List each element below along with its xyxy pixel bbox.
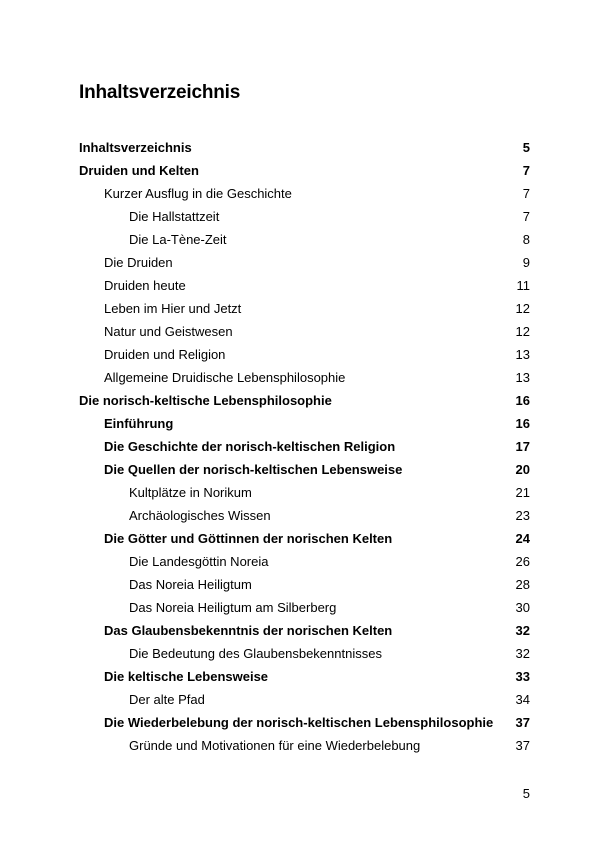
toc-entry[interactable] [79, 228, 530, 251]
toc-entry-page: 11 [516, 278, 530, 293]
toc-entry-page: 21 [515, 485, 530, 500]
toc-entry-label: Die norisch-keltische Lebensphilosophie [79, 393, 332, 408]
toc-entry-label: Das Glaubensbekenntnis der norischen Kelten [104, 623, 393, 638]
toc-entry-page: 13 [515, 370, 530, 385]
toc-entry-label: Die keltische Lebensweise [104, 669, 269, 684]
toc-entry[interactable] [79, 596, 530, 619]
toc-entry[interactable] [79, 297, 530, 320]
toc-entry-page: 8 [522, 232, 530, 247]
toc-entry-label: Druiden und Religion [104, 347, 226, 362]
toc-entry-page: 7 [522, 186, 530, 201]
page-number: 5 [522, 786, 530, 801]
toc-entry-page: 32 [515, 646, 530, 661]
toc-entry-label: Inhaltsverzeichnis [79, 140, 192, 155]
toc-entry-label: Die Wiederbelebung der norisch-keltischen Lebensphilosophie [104, 715, 494, 730]
toc-entry[interactable] [79, 481, 530, 504]
toc-entry-label: Allgemeine Druidische Lebensphilosophie [104, 370, 346, 385]
toc-entry-label: Druiden heute [104, 278, 186, 293]
toc-entry-page: 12 [515, 324, 530, 339]
toc-entry-label: Kultplätze in Norikum [129, 485, 252, 500]
toc-entry-page: 5 [522, 140, 530, 155]
toc-entry-label: Druiden und Kelten [79, 163, 199, 178]
toc-entry[interactable] [79, 550, 530, 573]
toc-entry-page: 24 [515, 531, 530, 546]
toc-entry-page: 32 [515, 623, 530, 638]
toc-entry-label: Kurzer Ausflug in die Geschichte [104, 186, 292, 201]
toc-entry[interactable] [79, 573, 530, 596]
toc-entry[interactable] [79, 320, 530, 343]
toc-entry-page: 7 [522, 209, 530, 224]
toc-entry[interactable] [79, 435, 530, 458]
toc-entry-page: 16 [515, 393, 530, 408]
toc-entry-page: 33 [515, 669, 530, 684]
toc-entry-page: 23 [515, 508, 530, 523]
toc-entry-label: Einführung [104, 416, 174, 431]
toc-entry-page: 7 [522, 163, 530, 178]
toc-entry[interactable] [79, 205, 530, 228]
toc-entry-label: Die Landesgöttin Noreia [129, 554, 269, 569]
toc-entry-page: 26 [515, 554, 530, 569]
toc-entry[interactable] [79, 734, 530, 757]
toc-entry-page: 16 [515, 416, 530, 431]
page-title: Inhaltsverzeichnis [79, 82, 241, 103]
toc-entry[interactable] [79, 711, 530, 734]
toc-entry[interactable] [79, 527, 530, 550]
toc-entry[interactable] [79, 274, 530, 297]
toc-entry[interactable] [79, 159, 530, 182]
toc-entry-page: 9 [522, 255, 530, 270]
toc-entry-label: Die La-Tène-Zeit [129, 232, 227, 247]
toc-entry-label: Natur und Geistwesen [104, 324, 233, 339]
toc-entry-page: 30 [515, 600, 530, 615]
toc-entry-page: 12 [515, 301, 530, 316]
toc-entry-page: 37 [515, 715, 530, 730]
toc-entry[interactable] [79, 412, 530, 435]
toc-entry-label: Das Noreia Heiligtum am Silberberg [129, 600, 337, 615]
toc-entry-page: 20 [515, 462, 530, 477]
toc-entry-label: Die Götter und Göttinnen der norischen Kelten [104, 531, 393, 546]
toc-entry[interactable] [79, 458, 530, 481]
toc-entry[interactable] [79, 688, 530, 711]
toc-entry-label: Der alte Pfad [129, 692, 205, 707]
toc-entry[interactable] [79, 136, 530, 159]
toc-entry-label: Leben im Hier und Jetzt [104, 301, 242, 316]
toc-entry[interactable] [79, 619, 530, 642]
toc-entry[interactable] [79, 389, 530, 412]
toc-entry-page: 28 [515, 577, 530, 592]
toc-entry[interactable] [79, 642, 530, 665]
toc-entry-label: Die Bedeutung des Glaubensbekenntnisses [129, 646, 382, 661]
toc-entry-page: 37 [515, 738, 530, 753]
table-of-contents [79, 136, 530, 757]
toc-entry-page: 17 [515, 439, 530, 454]
toc-entry-label: Die Hallstattzeit [129, 209, 220, 224]
toc-entry-label: Archäologisches Wissen [129, 508, 271, 523]
toc-entry-label: Das Noreia Heiligtum [129, 577, 252, 592]
toc-entry[interactable] [79, 343, 530, 366]
toc-entry[interactable] [79, 504, 530, 527]
toc-entry[interactable] [79, 665, 530, 688]
toc-entry[interactable] [79, 366, 530, 389]
toc-entry[interactable] [79, 251, 530, 274]
toc-entry-label: Die Druiden [104, 255, 173, 270]
toc-entry-page: 13 [515, 347, 530, 362]
toc-entry[interactable] [79, 182, 530, 205]
toc-entry-label: Gründe und Motivationen für eine Wiederbelebung [129, 738, 421, 753]
toc-entry-page: 34 [515, 692, 530, 707]
toc-entry-label: Die Quellen der norisch-keltischen Lebensweise [104, 462, 403, 477]
toc-entry-label: Die Geschichte der norisch-keltischen Religion [104, 439, 396, 454]
